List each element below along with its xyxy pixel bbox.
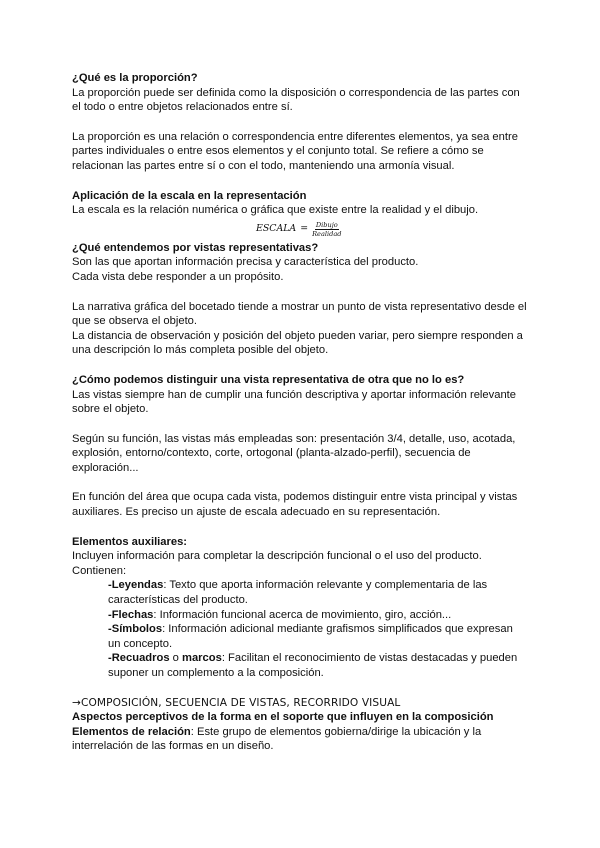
paragraph-text: : Este grupo de elementos gobierna/dirige la ubicación y la interrelación de las formas en un diseño.	[72, 725, 482, 753]
heading-proporcion: ¿Qué es la proporción?	[72, 72, 198, 84]
paragraph: Contienen:	[72, 564, 127, 577]
scale-formula	[256, 221, 528, 238]
list-item	[108, 578, 528, 607]
list-text: : Información adicional mediante grafismos simplificados que expresan un concepto.	[108, 623, 513, 650]
paragraph	[72, 725, 528, 754]
formula-denominator: Realidad	[312, 229, 342, 238]
list-term: -Símbolos	[108, 623, 163, 636]
subtitle-aspectos: Aspectos perceptivos de la forma en el soporte que influyen en la composición	[72, 711, 494, 724]
paragraph: Según su función, las vistas más empleadas son: presentación 3/4, detalle, uso, acotada, explosión, entorno/contexto, corte, ortogonal (planta-alzado-perfil), secuencia de exploración...	[72, 432, 516, 474]
heading-vistas: ¿Qué entendemos por vistas representativas?	[72, 241, 319, 254]
formula-lhs: ESCALA	[256, 222, 297, 234]
formula-equals: =	[300, 222, 309, 234]
paragraph: La proporción puede ser definida como la disposición o correspondencia de las partes con el todo o entre objetos relacionados entre sí.	[72, 86, 520, 114]
formula-numerator: Dibujo	[315, 220, 338, 229]
list-term: marcos	[182, 652, 222, 665]
heading-elementos-auxiliares: Elementos auxiliares:	[72, 535, 188, 548]
auxiliary-list	[72, 578, 528, 680]
heading-escala: Aplicación de la escala en la representación	[72, 189, 307, 202]
list-item	[108, 651, 528, 680]
formula-fraction	[312, 221, 341, 238]
paragraph: La narrativa gráfica del bocetado tiende a mostrar un punto de vista representativo desde el que se observa el objeto.	[72, 300, 527, 328]
list-connector: o	[169, 652, 183, 665]
paragraph: Las vistas siempre han de cumplir una función descriptiva y aportar información relevante sobre el objeto.	[72, 388, 516, 416]
paragraph-line: Cada vista debe responder a un propósito.	[72, 270, 284, 283]
paragraph: Incluyen información para completar la descripción funcional o el uso del producto.	[72, 550, 482, 563]
paragraph: La proporción es una relación o correspondencia entre diferentes elementos, ya sea entre partes individuales o entre esos elementos y el conjunto total. Se refiere a cómo se relacionan las partes entre sí o con el todo, manteniendo una armonía visual.	[72, 130, 518, 172]
list-term: -Recuadros	[108, 652, 170, 665]
list-item	[108, 622, 528, 651]
paragraph: En función del área que ocupa cada vista, podemos distinguir entre vista principal y vistas auxiliares. Es preciso un ajuste de escala adecuado en su representación.	[72, 491, 518, 519]
list-text: : Facilitan el reconocimiento de vistas destacadas y pueden suponer un complemento a la composición.	[108, 652, 518, 679]
paragraph-line: Son las que aportan información precisa y característica del producto.	[72, 256, 419, 269]
term-elementos-relacion: Elementos de relación	[72, 725, 191, 738]
list-text: : Texto que aporta información relevante y complementaria de las características del producto.	[108, 579, 488, 607]
list-text: : Información funcional acerca de movimiento, giro, acción...	[153, 608, 452, 621]
paragraph: La distancia de observación y posición del objeto pueden variar, pero siempre responden a una descripción lo más completa posible del objeto.	[72, 329, 523, 357]
list-item	[108, 608, 528, 623]
list-term: -Flechas	[108, 608, 154, 621]
heading-distinguir: ¿Cómo podemos distinguir una vista representativa de otra que no lo es?	[72, 373, 465, 386]
section-heading-composicion: →COMPOSICIÓN, SECUENCIA DE VISTAS, RECORRIDO VISUAL	[72, 696, 401, 709]
list-term: -Leyendas	[108, 579, 164, 592]
paragraph: La escala es la relación numérica o gráfica que existe entre la realidad y el dibujo.	[72, 204, 479, 217]
